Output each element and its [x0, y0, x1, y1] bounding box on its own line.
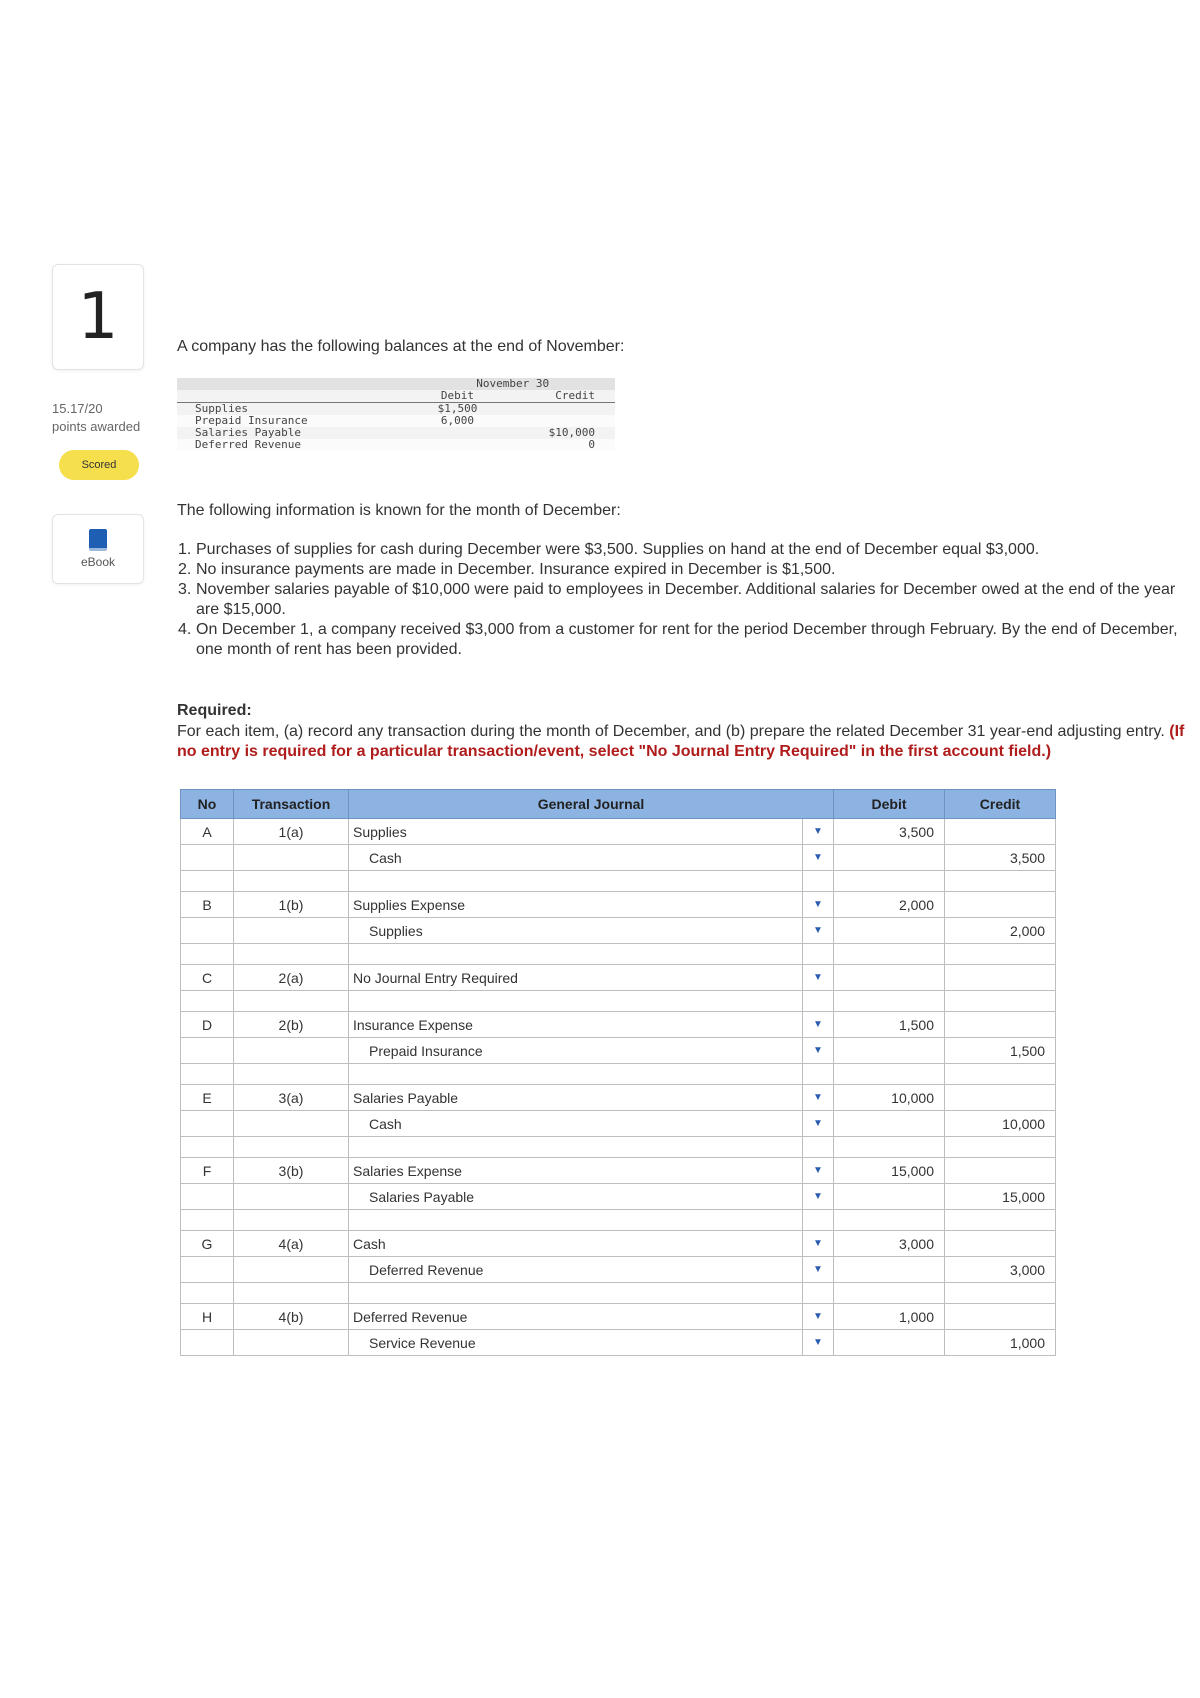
entry-transaction: 4(b)	[234, 1304, 349, 1330]
debit-input[interactable]: 2,000	[834, 892, 945, 918]
credit-input[interactable]	[945, 819, 1056, 845]
info-item	[178, 620, 1188, 660]
journal-spacer-row	[181, 1064, 1056, 1085]
info-item	[178, 540, 1188, 560]
credit-input[interactable]: 15,000	[945, 1184, 1056, 1210]
entry-transaction	[234, 1257, 349, 1283]
entry-transaction: 2(a)	[234, 965, 349, 991]
empty-cell	[181, 1064, 234, 1085]
info-item	[178, 560, 1188, 580]
credit-input[interactable]	[945, 1231, 1056, 1257]
empty-cell	[181, 944, 234, 965]
balances-credit: 0	[504, 439, 615, 451]
empty-cell	[349, 1137, 803, 1158]
empty-cell	[945, 871, 1056, 892]
empty-cell	[349, 991, 803, 1012]
journal-row	[181, 965, 1056, 991]
entry-no	[181, 1330, 234, 1356]
empty-cell	[945, 1210, 1056, 1231]
balances-debit: $1,500	[437, 402, 478, 415]
journal-spacer-row	[181, 1210, 1056, 1231]
credit-input[interactable]: 1,000	[945, 1330, 1056, 1356]
empty-cell	[834, 1210, 945, 1231]
journal-spacer-row	[181, 871, 1056, 892]
account-select[interactable]: Supplies	[349, 918, 803, 944]
empty-cell	[803, 1137, 834, 1158]
chevron-down-icon[interactable]: ▼	[803, 1231, 834, 1257]
debit-input[interactable]	[834, 1330, 945, 1356]
empty-cell	[234, 1210, 349, 1231]
empty-cell	[803, 944, 834, 965]
debit-input[interactable]: 10,000	[834, 1085, 945, 1111]
required-text	[177, 722, 1187, 762]
col-no: No	[181, 790, 234, 819]
empty-cell	[834, 991, 945, 1012]
entry-transaction	[234, 1038, 349, 1064]
journal-row	[181, 1184, 1056, 1210]
debit-input[interactable]	[834, 965, 945, 991]
balances-debit	[410, 427, 504, 439]
empty-cell	[834, 1283, 945, 1304]
empty-cell	[834, 944, 945, 965]
account-select[interactable]: Cash	[349, 1231, 803, 1257]
entry-no: E	[181, 1085, 234, 1111]
entry-no	[181, 1038, 234, 1064]
balances-debit-label: Debit	[410, 390, 504, 403]
journal-row	[181, 1038, 1056, 1064]
credit-input[interactable]	[945, 1012, 1056, 1038]
points-label: points awarded	[52, 419, 141, 434]
entry-no: G	[181, 1231, 234, 1257]
info-item-number: 2.	[178, 561, 192, 578]
debit-input[interactable]: 1,000	[834, 1304, 945, 1330]
debit-input[interactable]	[834, 1184, 945, 1210]
points-value: 15.17/20	[52, 401, 103, 416]
empty-cell	[181, 991, 234, 1012]
account-select[interactable]: Cash	[349, 845, 803, 871]
debit-input[interactable]: 3,000	[834, 1231, 945, 1257]
balances-account: Prepaid Insurance	[177, 415, 410, 427]
credit-input[interactable]	[945, 965, 1056, 991]
journal-row	[181, 1231, 1056, 1257]
info-item-text: No insurance payments are made in December. Insurance expired in December is $1,500.	[196, 561, 836, 578]
empty-cell	[945, 991, 1056, 1012]
balances-period: November 30	[410, 378, 615, 390]
balances-debit: 6,000	[410, 415, 504, 427]
empty-cell	[803, 1283, 834, 1304]
chevron-down-icon[interactable]: ▼	[803, 1111, 834, 1137]
credit-input[interactable]: 1,500	[945, 1038, 1056, 1064]
info-item	[178, 580, 1188, 620]
entry-transaction	[234, 918, 349, 944]
chevron-down-icon[interactable]: ▼	[803, 1012, 834, 1038]
entry-transaction: 1(a)	[234, 819, 349, 845]
empty-cell	[803, 1210, 834, 1231]
journal-row	[181, 1330, 1056, 1356]
account-select[interactable]: Salaries Payable	[349, 1184, 803, 1210]
journal-table	[180, 789, 1056, 1356]
debit-input[interactable]	[834, 1257, 945, 1283]
entry-no	[181, 1184, 234, 1210]
balances-credit: $10,000	[548, 426, 595, 439]
empty-cell	[349, 1064, 803, 1085]
journal-spacer-row	[181, 1283, 1056, 1304]
account-select[interactable]: Deferred Revenue	[349, 1304, 803, 1330]
empty-cell	[803, 1064, 834, 1085]
status-badge: Scored	[59, 450, 139, 480]
account-select[interactable]: Insurance Expense	[349, 1012, 803, 1038]
entry-no: B	[181, 892, 234, 918]
journal-spacer-row	[181, 1137, 1056, 1158]
credit-input[interactable]: 2,000	[945, 918, 1056, 944]
entry-no: D	[181, 1012, 234, 1038]
required-instructions: For each item, (a) record any transaction during the month of December, and (b) prepare the related December 31 year-end adjusting entry.	[177, 723, 1165, 740]
book-icon	[89, 529, 107, 551]
debit-input[interactable]	[834, 845, 945, 871]
balances-header-row	[177, 378, 615, 390]
account-select[interactable]: Supplies Expense	[349, 892, 803, 918]
chevron-down-icon[interactable]: ▼	[803, 1085, 834, 1111]
chevron-down-icon[interactable]: ▼	[803, 918, 834, 944]
account-select[interactable]: Service Revenue	[349, 1330, 803, 1356]
empty-cell	[234, 1064, 349, 1085]
chevron-down-icon[interactable]: ▼	[803, 892, 834, 918]
required-note: (If no entry is required for a particular transaction/event, select "No Journal Entry Required" in the first account field.)	[177, 723, 1185, 760]
account-select[interactable]: Cash	[349, 1111, 803, 1137]
journal-row	[181, 1085, 1056, 1111]
credit-input[interactable]	[945, 1304, 1056, 1330]
journal-row	[181, 1111, 1056, 1137]
empty-cell	[349, 944, 803, 965]
ebook-label: eBook	[80, 555, 116, 569]
empty-cell	[803, 991, 834, 1012]
balances-subheader-row	[177, 390, 615, 403]
chevron-down-icon[interactable]: ▼	[803, 845, 834, 871]
empty-cell	[349, 1283, 803, 1304]
entry-transaction	[234, 1184, 349, 1210]
entry-transaction	[234, 1111, 349, 1137]
empty-cell	[181, 1210, 234, 1231]
balances-credit-label: Credit	[504, 390, 615, 403]
info-item-text: November salaries payable of $10,000 were paid to employees in December. Additional salaries for December owed at the end of the year are $15,000.	[196, 581, 1176, 618]
chevron-down-icon[interactable]: ▼	[803, 1330, 834, 1356]
journal-row	[181, 1012, 1056, 1038]
chevron-down-icon[interactable]: ▼	[803, 1158, 834, 1184]
balances-credit	[504, 403, 615, 416]
required-title: Required:	[177, 702, 252, 719]
empty-cell	[834, 871, 945, 892]
chevron-down-icon[interactable]: ▼	[803, 1257, 834, 1283]
account-select[interactable]: Supplies	[349, 819, 803, 845]
journal-row	[181, 819, 1056, 845]
entry-transaction: 1(b)	[234, 892, 349, 918]
debit-input[interactable]: 1,500	[834, 1012, 945, 1038]
entry-transaction: 3(a)	[234, 1085, 349, 1111]
entry-no: A	[181, 819, 234, 845]
balances-row	[177, 439, 615, 451]
empty-cell	[945, 944, 1056, 965]
journal-row	[181, 1257, 1056, 1283]
empty-cell	[181, 871, 234, 892]
ebook-button[interactable]	[52, 514, 144, 584]
info-item-number: 4.	[178, 621, 192, 638]
entry-transaction: 2(b)	[234, 1012, 349, 1038]
empty-cell	[181, 1283, 234, 1304]
entry-no	[181, 1111, 234, 1137]
empty-cell	[945, 1064, 1056, 1085]
info-item-number: 1.	[178, 541, 192, 558]
journal-row	[181, 892, 1056, 918]
debit-input[interactable]: 15,000	[834, 1158, 945, 1184]
entry-transaction	[234, 845, 349, 871]
info-intro: The following information is known for the month of December:	[177, 502, 621, 519]
balances-table	[177, 378, 615, 451]
question-number: 1	[52, 264, 144, 370]
journal-row	[181, 918, 1056, 944]
empty-cell	[945, 1137, 1056, 1158]
entry-transaction: 3(b)	[234, 1158, 349, 1184]
account-select[interactable]: Salaries Expense	[349, 1158, 803, 1184]
entry-no	[181, 1257, 234, 1283]
entry-no	[181, 918, 234, 944]
entry-no: C	[181, 965, 234, 991]
credit-input[interactable]	[945, 1085, 1056, 1111]
journal-spacer-row	[181, 991, 1056, 1012]
empty-cell	[349, 871, 803, 892]
account-select[interactable]: No Journal Entry Required	[349, 965, 803, 991]
info-item-text: Purchases of supplies for cash during December were $3,500. Supplies on hand at the end of December equal $3,000.	[196, 541, 1040, 558]
info-list	[178, 540, 1188, 660]
empty-cell	[803, 871, 834, 892]
balances-account: Deferred Revenue	[177, 439, 410, 451]
journal-spacer-row	[181, 944, 1056, 965]
chevron-down-icon[interactable]: ▼	[803, 1304, 834, 1330]
intro-text: A company has the following balances at the end of November:	[177, 338, 625, 355]
credit-input[interactable]	[945, 1158, 1056, 1184]
balances-account: Salaries Payable	[195, 426, 301, 439]
chevron-down-icon[interactable]: ▼	[803, 819, 834, 845]
journal-row	[181, 1304, 1056, 1330]
entry-transaction: 4(a)	[234, 1231, 349, 1257]
journal-header-row	[181, 790, 1056, 819]
col-transaction: Transaction	[234, 790, 349, 819]
journal-row	[181, 1158, 1056, 1184]
chevron-down-icon[interactable]: ▼	[803, 1038, 834, 1064]
balances-debit	[410, 439, 504, 451]
credit-input[interactable]: 3,000	[945, 1257, 1056, 1283]
account-select[interactable]: Deferred Revenue	[349, 1257, 803, 1283]
col-general-journal: General Journal	[349, 790, 834, 819]
debit-input[interactable]: 3,500	[834, 819, 945, 845]
empty-cell	[234, 1283, 349, 1304]
empty-cell	[234, 944, 349, 965]
entry-no: H	[181, 1304, 234, 1330]
debit-input[interactable]	[834, 918, 945, 944]
empty-cell	[234, 1137, 349, 1158]
empty-cell	[349, 1210, 803, 1231]
info-item-text: On December 1, a company received $3,000 from a customer for rent for the period December through February. By the end of December, one month of rent has been provided.	[196, 621, 1178, 658]
account-select[interactable]: Prepaid Insurance	[349, 1038, 803, 1064]
debit-input[interactable]	[834, 1111, 945, 1137]
col-credit: Credit	[945, 790, 1056, 819]
empty-cell	[234, 871, 349, 892]
balances-account: Supplies	[195, 402, 248, 415]
credit-input[interactable]: 3,500	[945, 845, 1056, 871]
chevron-down-icon[interactable]: ▼	[803, 965, 834, 991]
empty-cell	[181, 1137, 234, 1158]
debit-input[interactable]	[834, 1038, 945, 1064]
entry-transaction	[234, 1330, 349, 1356]
empty-cell	[834, 1137, 945, 1158]
empty-cell	[234, 991, 349, 1012]
points-block	[52, 400, 140, 436]
credit-input[interactable]	[945, 892, 1056, 918]
empty-cell	[945, 1283, 1056, 1304]
entry-no	[181, 845, 234, 871]
chevron-down-icon[interactable]: ▼	[803, 1184, 834, 1210]
empty-cell	[834, 1064, 945, 1085]
journal-row	[181, 845, 1056, 871]
account-select[interactable]: Salaries Payable	[349, 1085, 803, 1111]
col-debit: Debit	[834, 790, 945, 819]
info-item-number: 3.	[178, 581, 192, 598]
entry-no: F	[181, 1158, 234, 1184]
credit-input[interactable]: 10,000	[945, 1111, 1056, 1137]
